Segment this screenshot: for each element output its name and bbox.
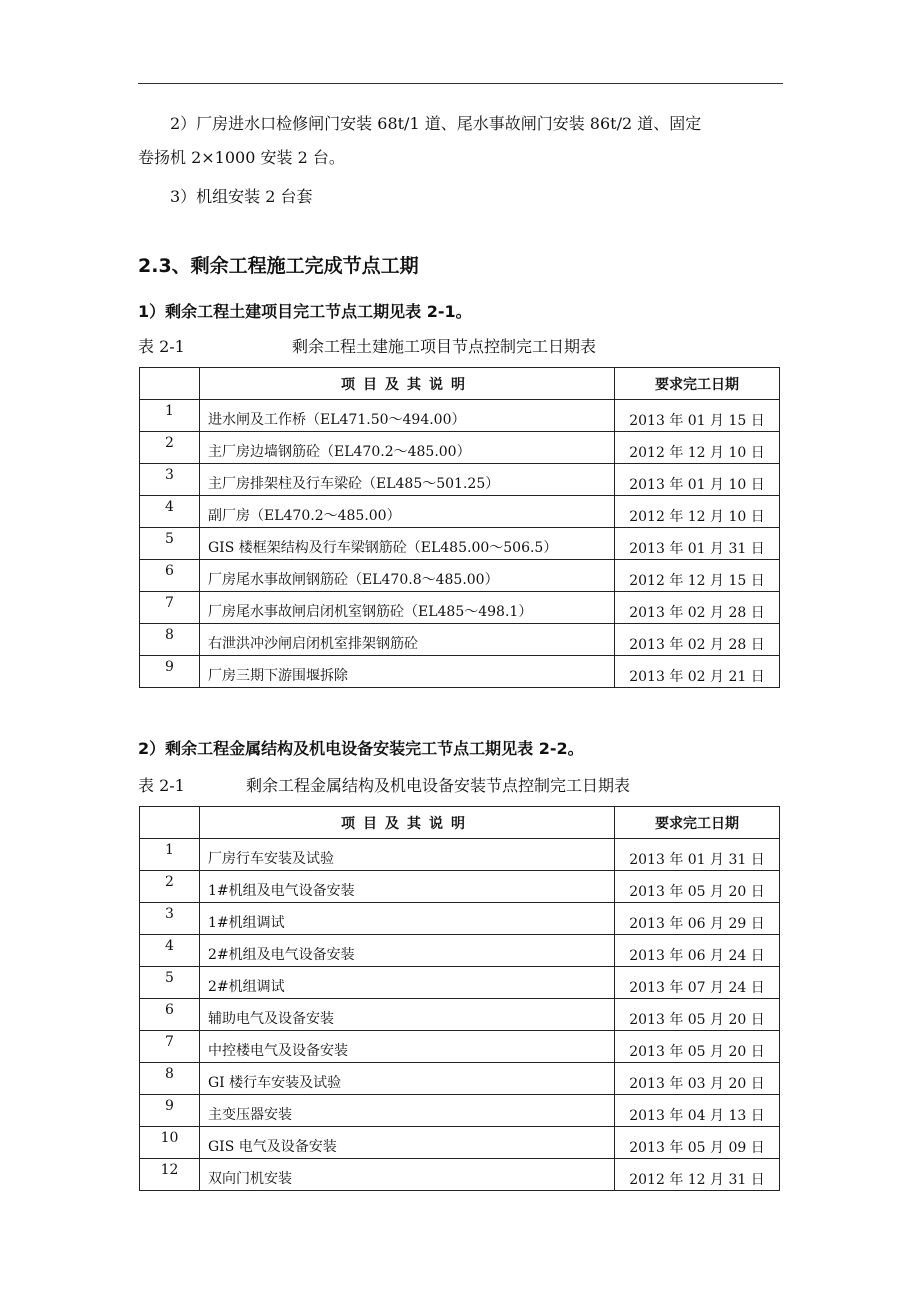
table-1-label: 表 2-1 xyxy=(138,337,185,356)
row-description: 1#机组调试 xyxy=(200,903,615,935)
table-1 xyxy=(139,367,780,688)
row-description: GIS 楼框架结构及行车梁钢筋砼（EL485.00～506.5） xyxy=(200,528,615,560)
row-number: 7 xyxy=(140,592,200,624)
subheading-table-2: 2）剩余工程金属结构及机电设备安装完工节点工期见表 2-2。 xyxy=(138,739,584,758)
table-1-caption xyxy=(138,334,597,357)
row-completion-date: 2013 年 02 月 28 日 xyxy=(615,592,780,624)
row-number: 8 xyxy=(140,624,200,656)
table-row xyxy=(140,1031,780,1063)
header-num xyxy=(140,807,200,839)
row-number: 4 xyxy=(140,496,200,528)
table-row xyxy=(140,1095,780,1127)
row-completion-date: 2012 年 12 月 10 日 xyxy=(615,496,780,528)
row-number: 1 xyxy=(140,839,200,871)
row-number: 12 xyxy=(140,1159,200,1191)
row-number: 7 xyxy=(140,1031,200,1063)
row-completion-date: 2013 年 01 月 31 日 xyxy=(615,528,780,560)
table-row xyxy=(140,839,780,871)
intro-line-3: 3）机组安装 2 台套 xyxy=(170,187,313,206)
table-1-header-row xyxy=(140,368,780,400)
row-description: 辅助电气及设备安装 xyxy=(200,999,615,1031)
row-completion-date: 2012 年 12 月 15 日 xyxy=(615,560,780,592)
row-completion-date: 2013 年 02 月 28 日 xyxy=(615,624,780,656)
row-number: 6 xyxy=(140,560,200,592)
table-1-title: 剩余工程土建施工项目节点控制完工日期表 xyxy=(292,337,597,356)
row-description: GIS 电气及设备安装 xyxy=(200,1127,615,1159)
table-row xyxy=(140,871,780,903)
table-row xyxy=(140,935,780,967)
row-completion-date: 2013 年 05 月 20 日 xyxy=(615,999,780,1031)
row-completion-date: 2013 年 05 月 20 日 xyxy=(615,1031,780,1063)
row-number: 5 xyxy=(140,967,200,999)
row-number: 1 xyxy=(140,400,200,432)
row-description: 进水闸及工作桥（EL471.50～494.00） xyxy=(200,400,615,432)
intro-line-2: 卷扬机 2×1000 安装 2 台。 xyxy=(138,148,345,167)
row-number: 6 xyxy=(140,999,200,1031)
row-description: GI 楼行车安装及试验 xyxy=(200,1063,615,1095)
row-number: 5 xyxy=(140,528,200,560)
row-description: 右泄洪冲沙闸启闭机室排架钢筋砼 xyxy=(200,624,615,656)
table-1-body xyxy=(140,400,780,688)
row-description: 副厂房（EL470.2～485.00） xyxy=(200,496,615,528)
table-row xyxy=(140,1127,780,1159)
row-number: 2 xyxy=(140,432,200,464)
row-completion-date: 2012 年 12 月 31 日 xyxy=(615,1159,780,1191)
table-row xyxy=(140,656,780,688)
row-number: 9 xyxy=(140,656,200,688)
row-number: 3 xyxy=(140,903,200,935)
table-row xyxy=(140,903,780,935)
table-row xyxy=(140,528,780,560)
header-date: 要求完工日期 xyxy=(615,368,780,400)
row-description: 1#机组及电气设备安装 xyxy=(200,871,615,903)
row-completion-date: 2013 年 04 月 13 日 xyxy=(615,1095,780,1127)
header-desc: 项目及其说明 xyxy=(200,368,615,400)
row-description: 厂房三期下游围堰拆除 xyxy=(200,656,615,688)
table-row xyxy=(140,592,780,624)
row-number: 9 xyxy=(140,1095,200,1127)
row-description: 中控楼电气及设备安装 xyxy=(200,1031,615,1063)
table-row xyxy=(140,1063,780,1095)
row-description: 厂房尾水事故闸钢筋砼（EL470.8～485.00） xyxy=(200,560,615,592)
header-desc: 项目及其说明 xyxy=(200,807,615,839)
row-number: 2 xyxy=(140,871,200,903)
table-row xyxy=(140,967,780,999)
subheading-table-1: 1）剩余工程土建项目完工节点工期见表 2-1。 xyxy=(138,302,472,321)
row-number: 3 xyxy=(140,464,200,496)
table-row xyxy=(140,560,780,592)
header-date: 要求完工日期 xyxy=(615,807,780,839)
row-description: 厂房行车安装及试验 xyxy=(200,839,615,871)
row-description: 主厂房排架柱及行车梁砼（EL485～501.25） xyxy=(200,464,615,496)
row-number: 10 xyxy=(140,1127,200,1159)
row-completion-date: 2013 年 05 月 20 日 xyxy=(615,871,780,903)
table-2-label: 表 2-1 xyxy=(138,776,185,795)
row-description: 主厂房边墙钢筋砼（EL470.2～485.00） xyxy=(200,432,615,464)
row-completion-date: 2013 年 07 月 24 日 xyxy=(615,967,780,999)
row-completion-date: 2013 年 01 月 10 日 xyxy=(615,464,780,496)
row-completion-date: 2013 年 06 月 24 日 xyxy=(615,935,780,967)
row-description: 2#机组及电气设备安装 xyxy=(200,935,615,967)
header-rule xyxy=(138,83,783,84)
row-description: 主变压器安装 xyxy=(200,1095,615,1127)
row-completion-date: 2013 年 05 月 09 日 xyxy=(615,1127,780,1159)
row-description: 双向门机安装 xyxy=(200,1159,615,1191)
table-row xyxy=(140,1159,780,1191)
row-completion-date: 2013 年 01 月 31 日 xyxy=(615,839,780,871)
table-row xyxy=(140,432,780,464)
table-row xyxy=(140,464,780,496)
table-2-body xyxy=(140,839,780,1191)
table-row xyxy=(140,496,780,528)
table-2-header-row xyxy=(140,807,780,839)
section-heading: 2.3、剩余工程施工完成节点工期 xyxy=(138,255,419,277)
row-completion-date: 2013 年 06 月 29 日 xyxy=(615,903,780,935)
row-number: 4 xyxy=(140,935,200,967)
table-2-title: 剩余工程金属结构及机电设备安装节点控制完工日期表 xyxy=(246,776,631,795)
table-row xyxy=(140,400,780,432)
intro-line-1: 2）厂房进水口检修闸门安装 68t/1 道、尾水事故闸门安装 86t/2 道、固定 xyxy=(170,114,702,133)
table-row xyxy=(140,624,780,656)
row-completion-date: 2013 年 01 月 15 日 xyxy=(615,400,780,432)
row-completion-date: 2013 年 03 月 20 日 xyxy=(615,1063,780,1095)
row-completion-date: 2013 年 02 月 21 日 xyxy=(615,656,780,688)
row-completion-date: 2012 年 12 月 10 日 xyxy=(615,432,780,464)
table-2 xyxy=(139,806,780,1191)
row-description: 厂房尾水事故闸启闭机室钢筋砼（EL485～498.1） xyxy=(200,592,615,624)
table-2-caption xyxy=(138,773,631,796)
row-number: 8 xyxy=(140,1063,200,1095)
row-description: 2#机组调试 xyxy=(200,967,615,999)
table-row xyxy=(140,999,780,1031)
header-num xyxy=(140,368,200,400)
